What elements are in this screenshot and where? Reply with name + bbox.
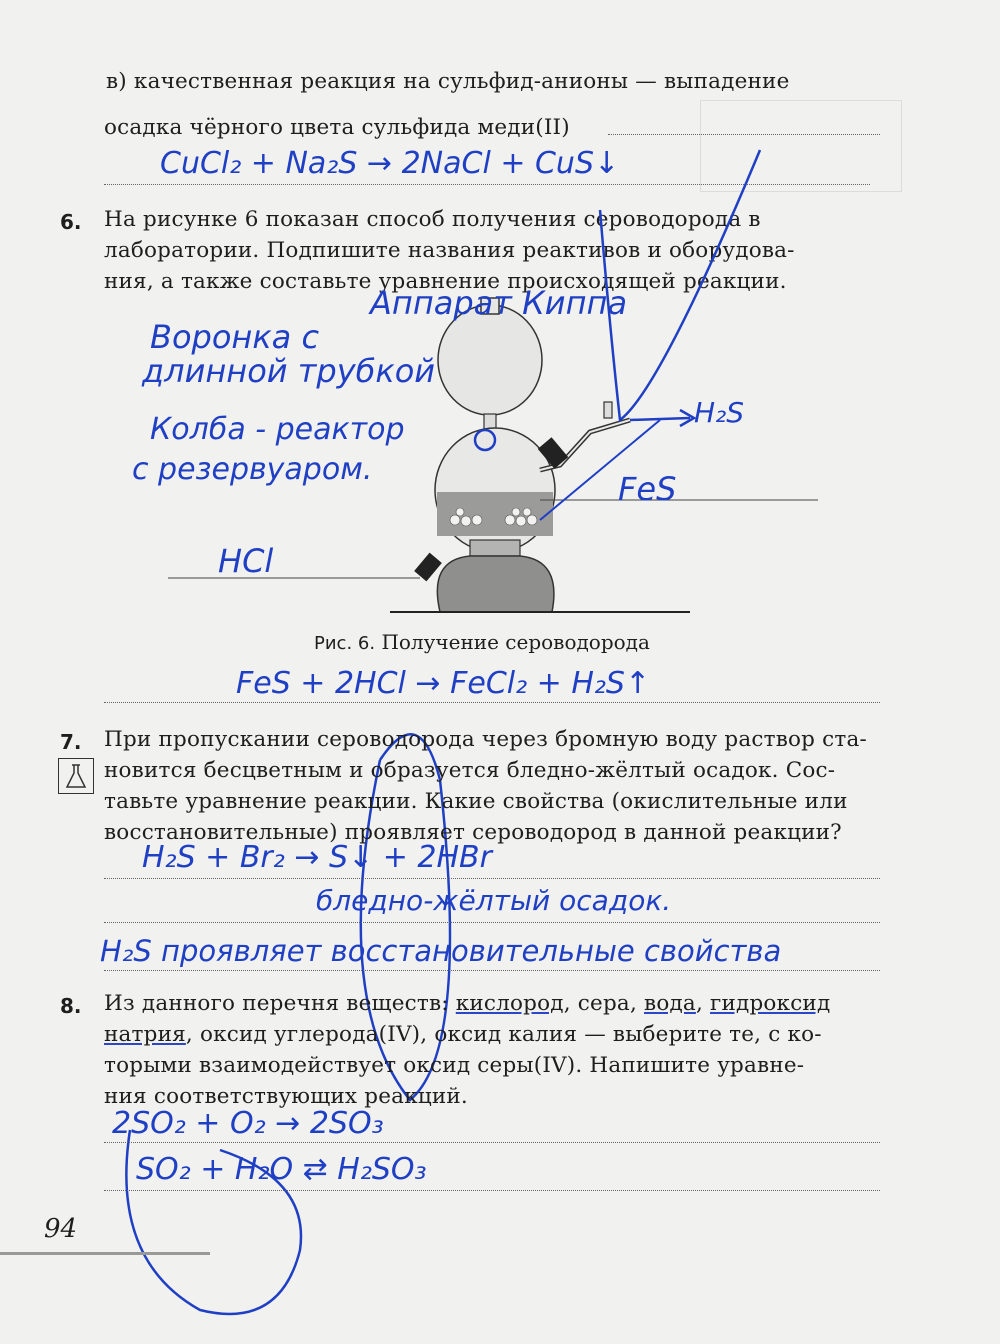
task7-answer-2: бледно-жёлтый осадок. [316, 884, 672, 917]
task8-line-1 [104, 988, 830, 1019]
answer-line [104, 1190, 880, 1191]
figure-caption [314, 630, 650, 654]
task6-line-2: лаборатории. Подпишите названия реактивов и оборудова- [104, 238, 795, 263]
caption-text: Получение сероводорода [381, 630, 650, 654]
underlined-oxygen: кислород [455, 991, 564, 1016]
handwritten-answer: CuCl₂ + Na₂S → 2NaCl + CuS↓ [160, 146, 620, 181]
underlined-water: вода [644, 991, 696, 1016]
answer-line [104, 878, 880, 879]
label-flask-1: Колба - реактор [150, 412, 405, 447]
task8-answer-1: 2SO₂ + O₂ → 2SO₃ [112, 1106, 384, 1141]
footer-rule [0, 1252, 210, 1255]
task6-equation: FeS + 2HCl → FeCl₂ + H₂S↑ [236, 666, 651, 701]
underlined-sodium: натрия [104, 1022, 186, 1047]
label-product: H₂S [694, 396, 745, 429]
task6-line-3: ния, а также составьте уравнение происходящей реакции. [104, 269, 787, 294]
page-number: 94 [44, 1214, 78, 1244]
task7-line-2: новится бесцветным и образуется бледно-жёлтый осадок. Сос- [104, 758, 836, 783]
answer-line [104, 1142, 880, 1143]
caption-prefix: Рис. 6. [314, 633, 376, 654]
task7-answer-1: H₂S + Br₂ → S↓ + 2HBr [142, 840, 492, 875]
task-number: 6. [60, 210, 82, 234]
lab-flask-icon [58, 758, 94, 794]
task8-text: , [695, 991, 711, 1016]
task7-line-3: тавьте уравнение реакции. Какие свойства (окислительные или [104, 789, 848, 814]
task8-answer-2: SO₂ + H₂O ⇄ H₂SO₃ [136, 1152, 427, 1187]
task6-line-1: На рисунке 6 показан способ получения сероводорода в [104, 207, 761, 232]
task7-line-1: При пропускании сероводорода через бромную воду раствор ста- [104, 727, 867, 752]
task7-line-4: восстановительные) проявляет сероводород в данной реакции? [104, 820, 842, 845]
label-acid: HCl [218, 542, 274, 580]
label-flask-2: с резервуаром. [132, 452, 373, 487]
item-v-line-2: осадка чёрного цвета сульфида меди(II) [104, 115, 570, 140]
answer-line [104, 922, 880, 923]
label-funnel-2: длинной трубкой [142, 352, 436, 390]
item-v-line-1: в) качественная реакция на сульфид-анионы — выпадение [106, 69, 790, 94]
task8-text: , оксид углерода(IV), оксид калия — выберите те, с ко- [185, 1022, 822, 1047]
label-apparatus: Аппарат Киппа [370, 284, 628, 322]
answer-line [104, 970, 880, 971]
flask-icon [59, 759, 93, 793]
task8-line-4: ния соответствующих реакций. [104, 1084, 468, 1109]
underlined-hydroxide: гидроксид [710, 991, 831, 1016]
task7-answer-3: H₂S проявляет восстановительные свойства [100, 934, 782, 968]
task8-text: Из данного перечня веществ: [104, 991, 456, 1016]
task-number: 8. [60, 994, 82, 1018]
task8-line-2 [104, 1019, 822, 1050]
task8-line-3: торыми взаимодействует оксид серы(IV). Напишите уравне- [104, 1053, 805, 1078]
label-funnel-1: Воронка с [150, 318, 320, 356]
label-solid: FeS [618, 470, 677, 508]
answer-line [104, 702, 880, 703]
task-number: 7. [60, 730, 82, 754]
task8-text: , сера, [563, 991, 645, 1016]
